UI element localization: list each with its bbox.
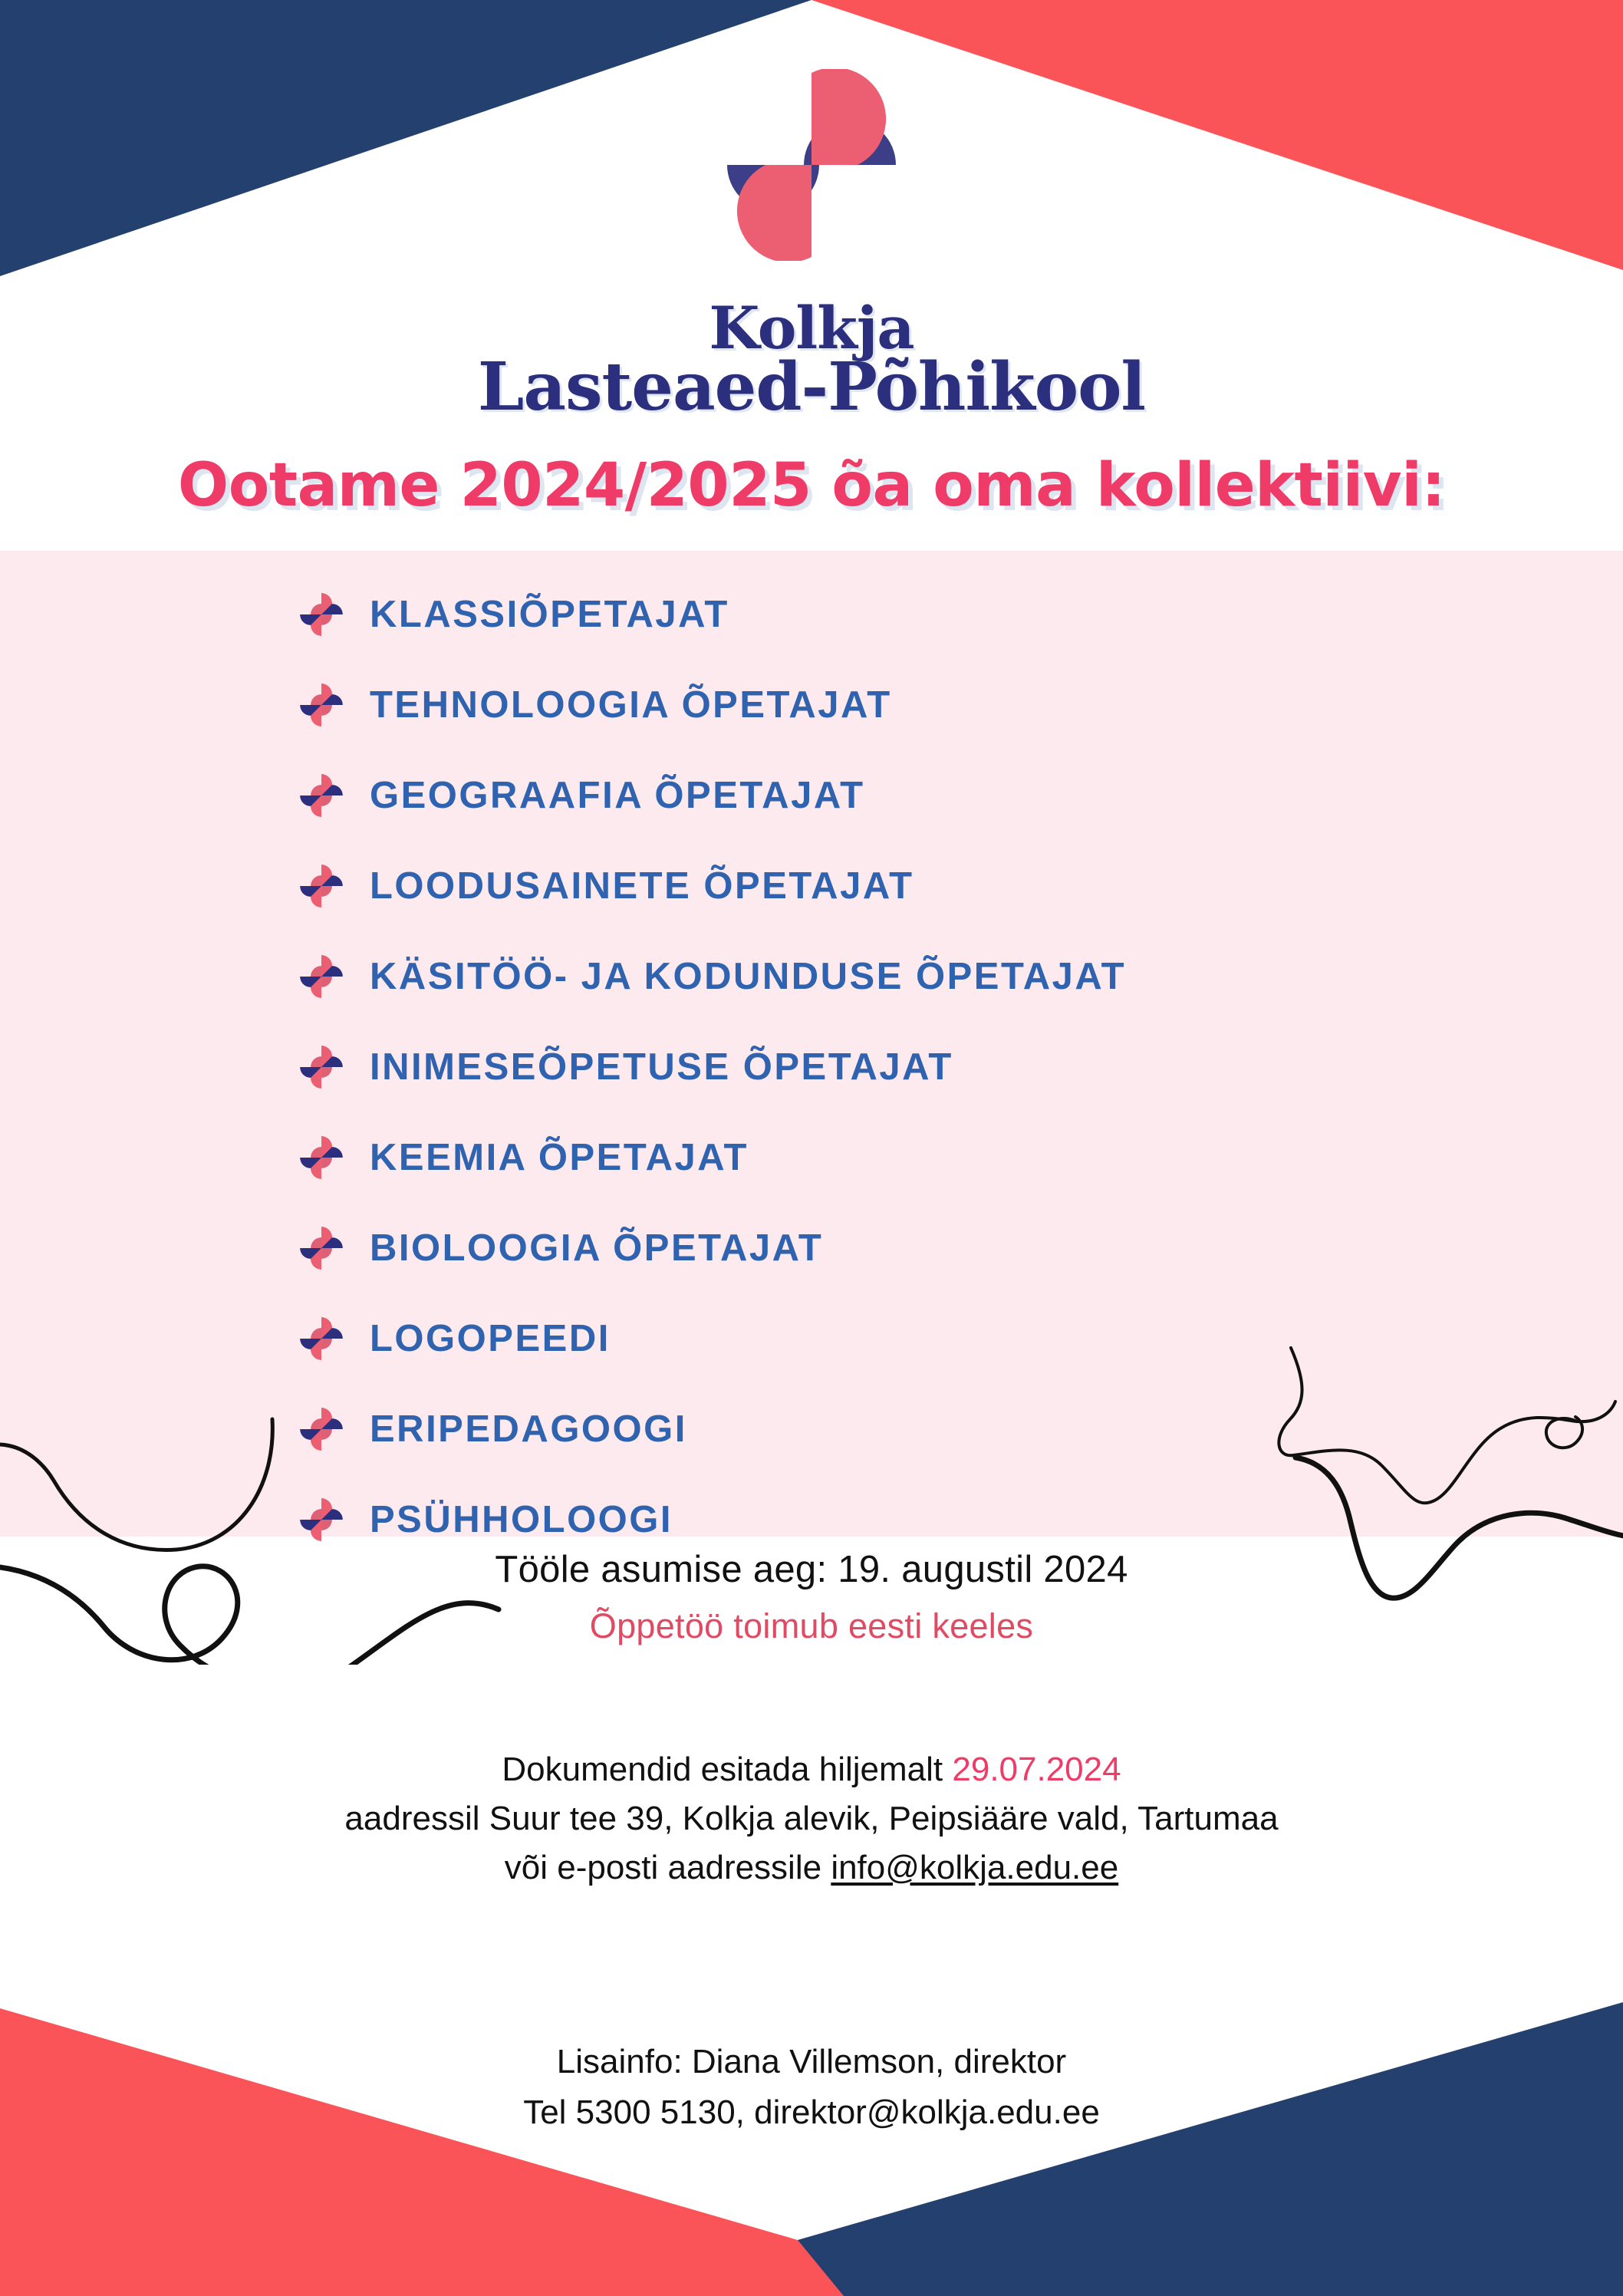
pinwheel-bullet-icon [299,773,344,818]
documents-email-address[interactable]: info@kolkja.edu.ee [831,1848,1119,1886]
documents-deadline-date: 29.07.2024 [952,1751,1121,1788]
school-name-line-2: Lasteaed-Põhikool [477,348,1146,427]
footer-contact-name: Lisainfo: Diana Villemson, direktor [556,2043,1067,2080]
pinwheel-bullet-icon [299,864,344,908]
pinwheel-bullet-icon [299,1497,344,1542]
documents-block [0,1745,1623,1892]
list-item [299,841,1623,931]
start-date-line: Tööle asumise aeg: 19. augustil 2024 [495,1549,1128,1590]
list-item [299,1022,1623,1112]
list-item [299,660,1623,750]
vacancy-label: GEOGRAAFIA ÕPETAJAT [370,775,865,816]
vacancy-label: TEHNOLOOGIA ÕPETAJAT [370,684,892,726]
school-name [0,294,1623,427]
page-title: Ootame 2024/2025 õa oma kollektiivi: [177,451,1446,520]
vacancy-list [0,569,1623,1565]
list-item [299,569,1623,660]
vacancy-label: KÄSITÖÖ- JA KODUNDUSE ÕPETAJAT [370,956,1127,997]
vacancy-label: ERIPEDAGOOGI [370,1408,687,1450]
kolkja-pinwheel-logo-icon [723,69,900,261]
pinwheel-bullet-icon [299,1407,344,1451]
list-item [299,1384,1623,1474]
list-item [299,1293,1623,1384]
vacancy-label: INIMESEÕPETUSE ÕPETAJAT [370,1046,953,1088]
vacancy-label: KLASSIÕPETAJAT [370,594,729,635]
list-item [299,750,1623,841]
vacancy-label: PSÜHHOLOOGI [370,1499,673,1540]
documents-deadline-prefix: Dokumendid esitada hiljemalt [502,1751,953,1788]
footer-contact-block [0,2037,1623,2138]
vacancy-label: LOODUSAINETE ÕPETAJAT [370,865,914,907]
vacancy-label: BIOLOOGIA ÕPETAJAT [370,1227,824,1269]
pinwheel-bullet-icon [299,1226,344,1270]
pinwheel-bullet-icon [299,1045,344,1089]
list-item [299,1112,1623,1203]
documents-address-line: aadressil Suur tee 39, Kolkja alevik, Peipsiääre vald, Tartumaa [344,1799,1279,1837]
list-item [299,931,1623,1022]
pinwheel-bullet-icon [299,683,344,727]
footer-contact-phone-email: Tel 5300 5130, direktor@kolkja.edu.ee [523,2093,1100,2131]
pinwheel-bullet-icon [299,592,344,637]
vacancy-label: LOGOPEEDI [370,1318,611,1359]
list-item [299,1203,1623,1293]
pinwheel-bullet-icon [299,954,344,999]
pinwheel-bullet-icon [299,1135,344,1180]
language-line: Õppetöö toimub eesti keeles [589,1606,1034,1645]
school-name-line-1: Kolkja [709,294,914,362]
documents-email-prefix: või e-posti aadressile [504,1848,831,1886]
documents-email-line [0,1843,1623,1892]
pinwheel-bullet-icon [299,1316,344,1361]
vacancy-label: KEEMIA ÕPETAJAT [370,1137,749,1178]
documents-deadline-line [0,1745,1623,1794]
